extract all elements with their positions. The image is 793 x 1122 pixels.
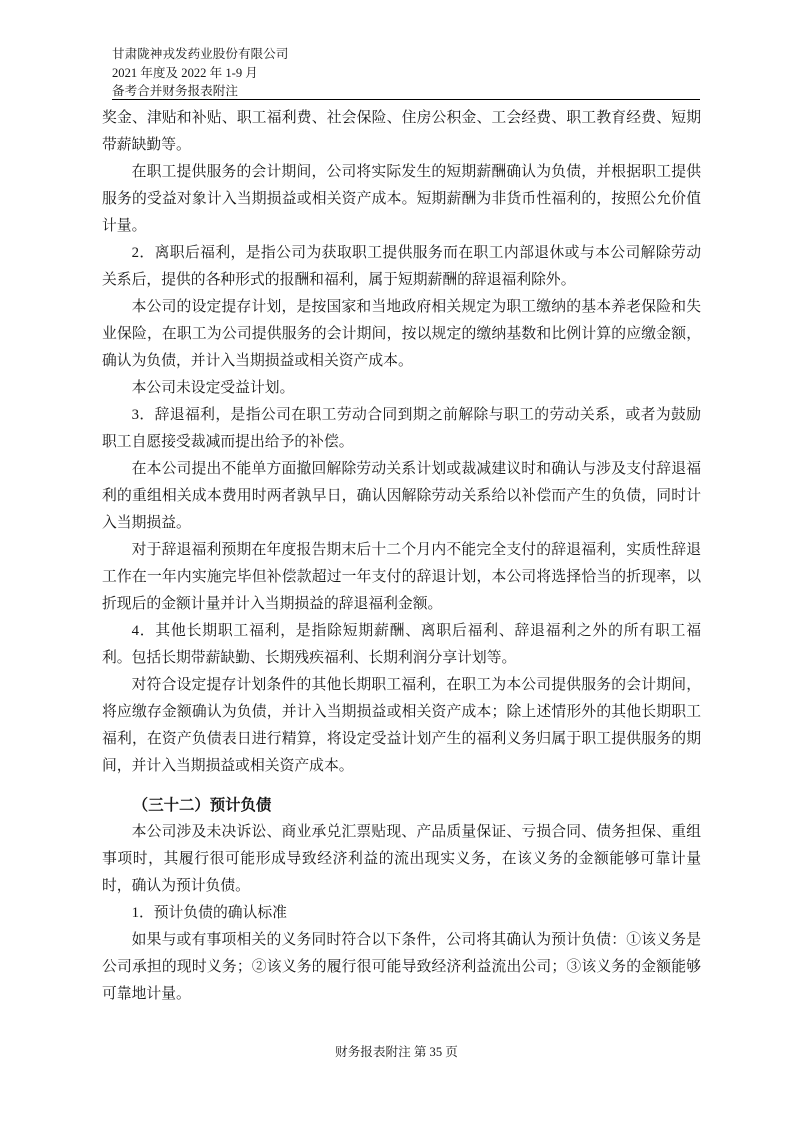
page-footer: [0, 1043, 793, 1061]
page-number: 第 35 页: [413, 1045, 458, 1059]
numbered-item-heading: 1．预计负债的确认标准: [131, 905, 287, 921]
company-name: 甘肃陇神戎发药业股份有限公司: [112, 47, 289, 61]
paragraph: 本公司涉及未决诉讼、商业承兑汇票贴现、产品质量保证、亏损合同、债务担保、重组事项时，其履行很可能形成导致经济利益的流出现实义务，在该义务的金额能够可靠计量时，确认为预计负债。: [102, 824, 701, 894]
paragraph: 本公司未设定受益计划。: [131, 380, 295, 396]
document-body: [102, 105, 701, 1008]
paragraph: 在职工提供服务的会计期间，公司将实际发生的短期薪酬确认为负债，并根据职工提供服务的受益对象计入当期损益或相关资产成本。短期薪酬为非货币性福利的，按照公允价值计量。: [102, 164, 701, 234]
paragraph: 对符合设定提存计划条件的其他长期职工福利，在职工为本公司提供服务的会计期间，将应缴存金额确认为负债，并计入当期损益或相关资产成本；除上述情形外的其他长期职工福利，在资产负债表日进行精算，将设定受益计划产生的福利义务归属于职工提供服务的期间，并计入当期损益或相关资产成本。: [102, 677, 701, 774]
paragraph: 2．离职后福利，是指公司为获取职工提供服务而在职工内部退休或与本公司解除劳动关系后，提供的各种形式的报酬和福利，属于短期薪酬的辞退福利除外。: [102, 245, 701, 288]
paragraph: 奖金、津贴和补贴、职工福利费、社会保险、住房公积金、工会经费、职工教育经费、短期带薪缺勤等。: [102, 110, 701, 153]
page-header: [112, 45, 672, 101]
header-divider: [112, 99, 700, 100]
document-title: 备考合并财务报表附注: [112, 84, 238, 99]
paragraph: 4．其他长期职工福利，是指除短期薪酬、离职后福利、辞退福利之外的所有职工福利。包括长期带薪缺勤、长期残疾福利、长期利润分享计划等。: [102, 623, 701, 666]
paragraph: 本公司的设定提存计划，是按国家和当地政府相关规定为职工缴纳的基本养老保险和失业保险，在职工为公司提供服务的会计期间，按以规定的缴纳基数和比例计算的应缴金额，确认为负债，并计入当期损益或相关资产成本。: [102, 299, 701, 369]
paragraph: 在本公司提出不能单方面撤回解除劳动关系计划或裁减建议时和确认与涉及支付辞退福利的重组相关成本费用时两者孰早日，确认因解除劳动关系给以补偿而产生的负债，同时计入当期损益。: [102, 461, 701, 531]
paragraph: 3．辞退福利，是指公司在职工劳动合同到期之前解除与职工的劳动关系，或者为鼓励职工自愿接受裁减而提出给予的补偿。: [102, 407, 701, 450]
paragraph: 对于辞退福利预期在年度报告期末后十二个月内不能完全支付的辞退福利，实质性辞退工作在一年内实施完毕但补偿款超过一年支付的辞退计划，本公司将选择恰当的折现率，以折现后的金额计量并计入当期损益的辞退福利金额。: [102, 542, 701, 612]
footer-label: 财务报表附注: [335, 1045, 411, 1059]
report-period: 2021 年度及 2022 年 1-9 月: [112, 65, 258, 80]
paragraph: 如果与或有事项相关的义务同时符合以下条件，公司将其确认为预计负债：①该义务是公司承担的现时义务；②该义务的履行很可能导致经济利益流出公司；③该义务的金额能够可靠地计量。: [102, 932, 701, 1002]
section-heading-provisions: （三十二）预计负债: [132, 797, 272, 814]
